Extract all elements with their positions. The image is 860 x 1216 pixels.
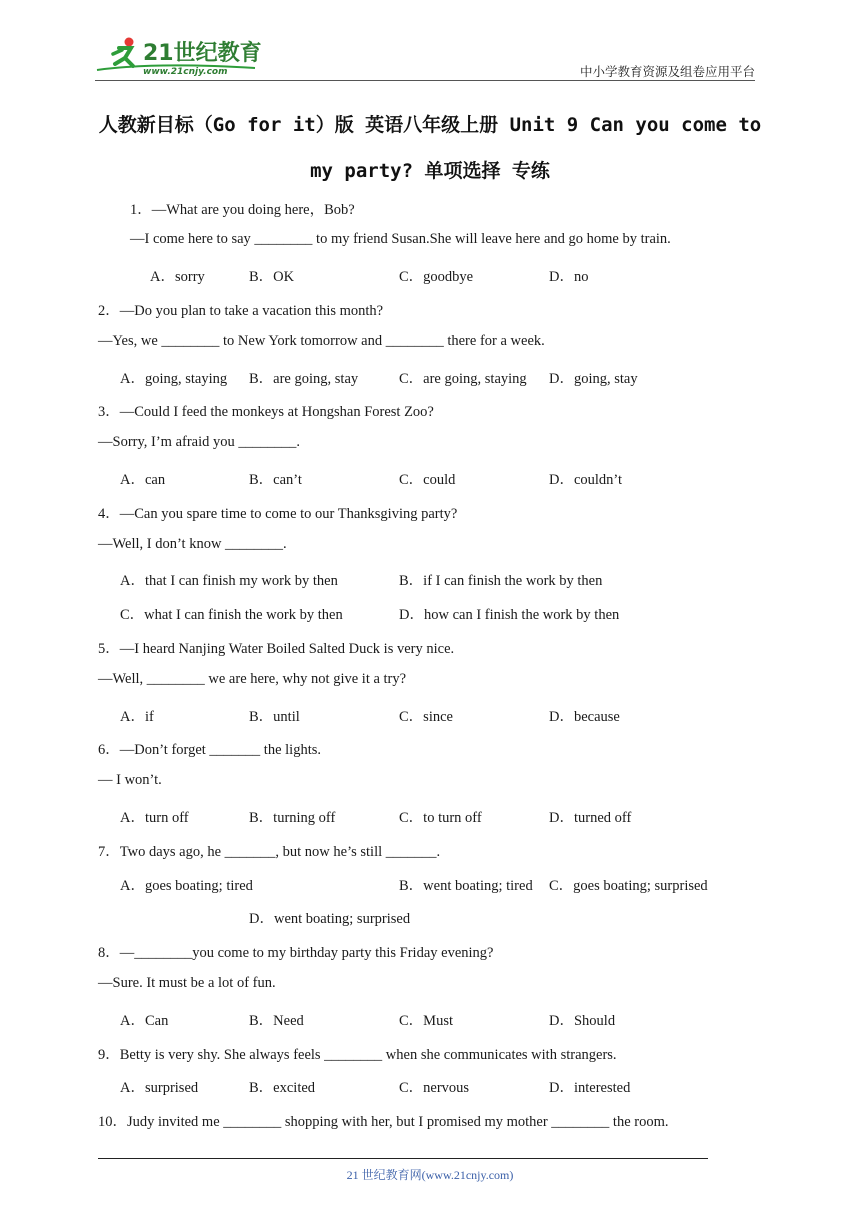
- question-9-stem: 9．Betty is very shy. She always feels ________ when she communicates with strangers.: [98, 1047, 617, 1063]
- question-9-option-c: C．nervous: [399, 1080, 470, 1096]
- question-9-option-a: A．surprised: [120, 1080, 199, 1096]
- question-8-option-a: A．Can: [120, 1013, 169, 1029]
- question-9-option-b: B．excited: [249, 1080, 316, 1096]
- question-4-option-a: A．that I can finish my work by then: [120, 573, 338, 589]
- question-2-option-b: B．are going, stay: [249, 371, 359, 387]
- question-2-line2: —Yes, we ________ to New York tomorrow and ________ there for a week.: [98, 333, 545, 349]
- question-1-option-b: B．OK: [249, 269, 295, 285]
- question-8-option-b: B．Need: [249, 1013, 304, 1029]
- question-2-option-d: D．going, stay: [549, 371, 638, 387]
- question-1-stem: 1．—What are you doing here，Bob?: [130, 202, 355, 218]
- question-8-line2: —Sure. It must be a lot of fun.: [98, 975, 276, 991]
- question-3-option-a: A．can: [120, 472, 166, 488]
- svg-text:www.21cnjy.com: www.21cnjy.com: [143, 67, 228, 77]
- question-7-stem: 7．Two days ago, he _______, but now he’s still _______.: [98, 844, 441, 860]
- question-1-option-d: D．no: [549, 269, 589, 285]
- question-8-option-d: D．Should: [549, 1013, 616, 1029]
- question-3-option-c: C．could: [399, 472, 456, 488]
- question-3-stem: 3．—Could I feed the monkeys at Hongshan Forest Zoo?: [98, 404, 434, 420]
- document-title-line1: 人教新目标（Go for it）版 英语八年级上册 Unit 9 Can you come to: [98, 114, 762, 136]
- question-4-stem: 4．—Can you spare time to come to our Thanksgiving party?: [98, 506, 458, 522]
- logo-21cnjy: [95, 34, 265, 78]
- platform-label: 中小学教育资源及组卷应用平台: [579, 64, 755, 79]
- question-2-option-c: C．are going, staying: [399, 371, 527, 387]
- question-5-option-a: A．if: [120, 709, 154, 725]
- question-4-option-b: B．if I can finish the work by then: [399, 573, 603, 589]
- question-1-line2: —I come here to say ________ to my friend Susan.She will leave here and go home by train.: [130, 231, 671, 247]
- question-3-option-d: D．couldn’t: [549, 472, 623, 488]
- page-header: [95, 34, 755, 80]
- question-8-option-c: C．Must: [399, 1013, 453, 1029]
- question-6-option-c: C．to turn off: [399, 810, 482, 826]
- question-5-line2: —Well, ________ we are here, why not give it a try?: [98, 671, 407, 687]
- question-3-option-b: B．can’t: [249, 472, 302, 488]
- question-5-option-c: C．since: [399, 709, 453, 725]
- question-10-stem: 10．Judy invited me ________ shopping with her, but I promised my mother ________ the room.: [98, 1114, 669, 1130]
- question-7-option-a: A．goes boating; tired: [120, 878, 253, 894]
- svg-text:21世纪教育: 21世纪教育: [143, 41, 262, 66]
- question-5-stem: 5．—I heard Nanjing Water Boiled Salted Duck is very nice.: [98, 641, 455, 657]
- question-3-line2: —Sorry, I’m afraid you ________.: [98, 434, 301, 450]
- footer-divider: [98, 1158, 708, 1159]
- question-1-option-c: C．goodbye: [399, 269, 474, 285]
- question-8-stem: 8．—________you come to my birthday party this Friday evening?: [98, 945, 494, 961]
- question-5-option-b: B．until: [249, 709, 300, 725]
- question-6-option-a: A．turn off: [120, 810, 189, 826]
- question-6-line2: — I won’t.: [98, 772, 162, 788]
- question-7-option-b: B．went boating; tired: [399, 878, 533, 894]
- footer-source: 21 世纪教育网(www.21cnjy.com): [346, 1168, 514, 1182]
- document-title-line2: my party? 单项选择 专练: [310, 160, 550, 182]
- question-2-option-a: A．going, staying: [120, 371, 228, 387]
- question-1-option-a: A．sorry: [150, 269, 205, 285]
- question-7-option-d: D．went boating; surprised: [249, 911, 411, 927]
- question-4-option-d: D．how can I finish the work by then: [399, 607, 620, 623]
- question-5-option-d: D．because: [549, 709, 620, 725]
- question-6-option-b: B．turning off: [249, 810, 336, 826]
- question-4-line2: —Well, I don’t know ________.: [98, 536, 287, 552]
- question-7-option-c: C．goes boating; surprised: [549, 878, 708, 894]
- question-6-stem: 6．—Don’t forget _______ the lights.: [98, 742, 321, 758]
- question-9-option-d: D．interested: [549, 1080, 631, 1096]
- question-2-stem: 2．—Do you plan to take a vacation this month?: [98, 303, 384, 319]
- header-divider: [95, 80, 755, 81]
- question-6-option-d: D．turned off: [549, 810, 632, 826]
- question-4-option-c: C．what I can finish the work by then: [120, 607, 343, 623]
